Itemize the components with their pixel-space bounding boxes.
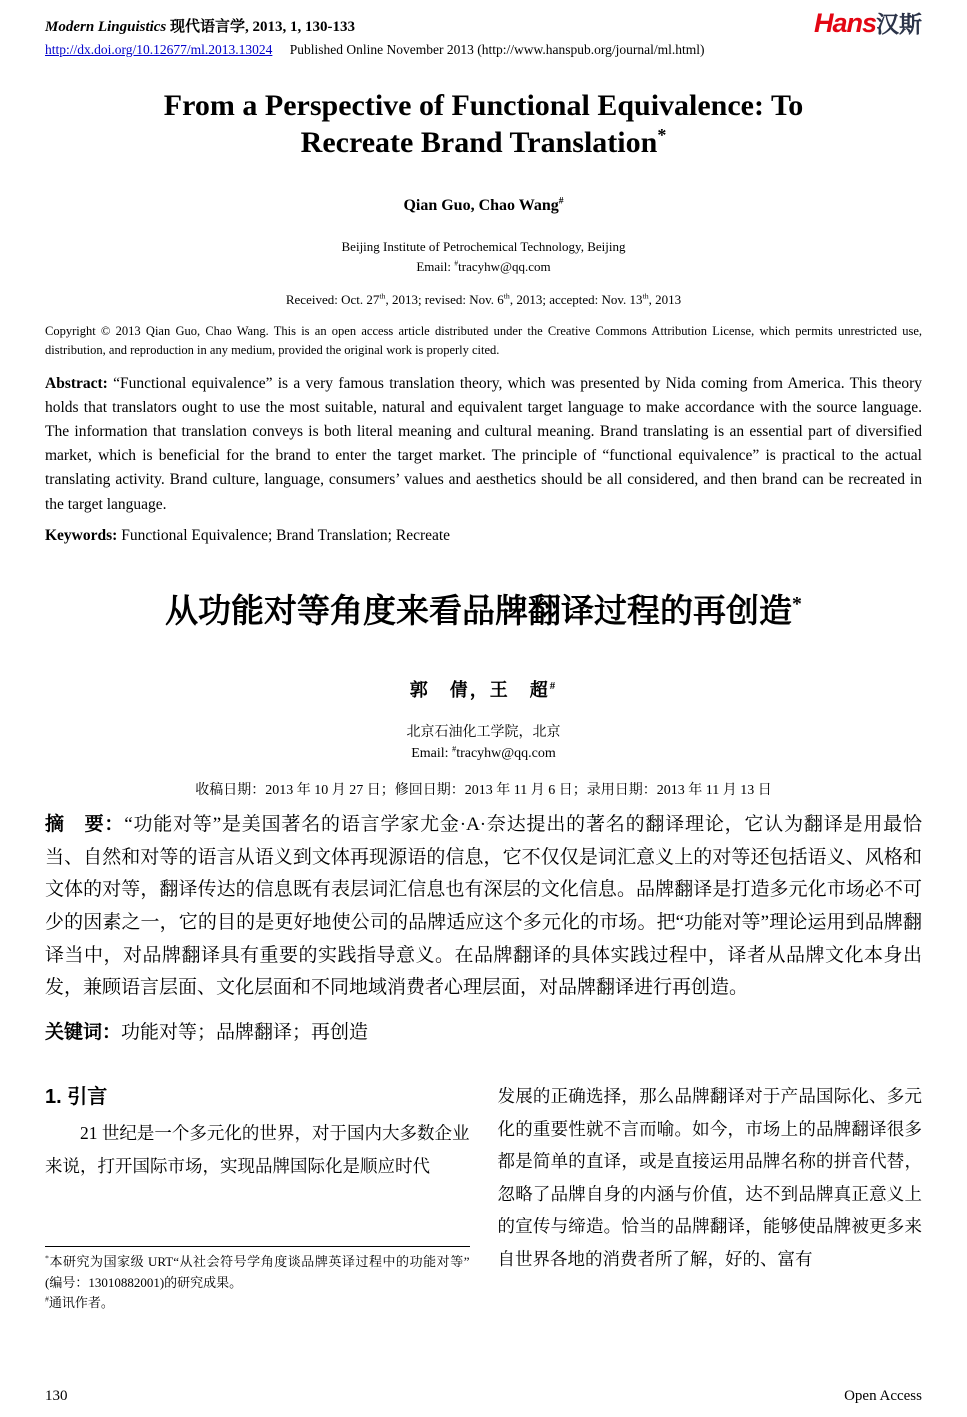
body-paragraph-right: 发展的正确选择，那么品牌翻译对于产品国际化、多元化的重要性就不言而喻。如今，市场上的品牌翻译很多都是简单的直译，或是直接运用品牌名称的拼音代替，忽略了品牌自身的内涵与价值，达不到品牌真正意义上的宣传与缔造。恰当的品牌翻译，能够使品牌被更多来自世界各地的消费者所了解，好的、富有 [497, 1086, 922, 1269]
ordinal-sup: th [503, 291, 510, 301]
authors-cn [45, 676, 922, 702]
keywords-text-cn: 功能对等；品牌翻译；再创造 [121, 1022, 369, 1044]
article-title-line2: Recreate Brand Translation [300, 125, 658, 159]
hans-logo-cjk: 汉斯 [876, 11, 922, 37]
abstract-text-cn: “功能对等”是美国著名的语言学家尤金·A·奈达提出的著名的翻译理论，它认为翻译是用最恰当、自然和对等的语言从语义到文体再现源语的信息，它不仅仅是词汇意义上的对等还包括语义、风格和文体的对等，翻译传达的信息既有表层词汇信息也有深层的文化信息。品牌翻译是打造多元化市场必不可少的因素之一，它的目的是更好地使公司的品牌适应这个多元化的市场。把“功能对等”理论运用到品牌翻译当中，对品牌翻译具有重要的实践指导意义。在品牌翻译的具体实践过程中，译者从品牌文化本身出发，兼顾语言层面、文化层面和不同地域消费者心理层面，对品牌翻译进行再创造。 [45, 814, 922, 999]
two-column-body [45, 1080, 922, 1314]
footnote-hash-mark: # [45, 1295, 49, 1304]
corresponding-author-mark-cn: # [549, 679, 558, 692]
abstract-label-en: Abstract: [45, 374, 108, 392]
article-title-cn-text: 从功能对等角度来看品牌翻译过程的再创造 [165, 593, 793, 630]
received-part: , 2013; revised: Nov. 6 [385, 292, 504, 308]
corresponding-author-mark-en: # [558, 195, 564, 207]
authors-cn-names: 郭 倩，王 超 [409, 679, 550, 700]
keywords-label-cn: 关键词： [45, 1022, 122, 1044]
affiliation-cn: 北京石油化工学院，北京 [406, 724, 561, 740]
received-dates-en [45, 292, 922, 308]
footnote-divider [45, 1246, 470, 1247]
footnote-corresponding-author [45, 1293, 470, 1314]
email-line-en [45, 257, 922, 277]
journal-title: Modern Linguistics [45, 19, 167, 35]
footnote-funding-text: 本研究为国家级 URT“从社会符号学角度谈品牌英译过程中的功能对等” (编号：13010882001)的研究成果。 [45, 1253, 470, 1290]
article-title-cn [45, 585, 922, 632]
keywords-cn [45, 1017, 922, 1044]
abstract-text-en: “Functional equivalence” is a very famous translation theory, which was presented by Nida coming from America. This theory holds that translators ought to use the most suitable, natural and equivalent target language to make accordance with the source language. The information that translation conveys is both literal meaning and cultural meaning. Brand translating is an essential part of diversified market, which is beneficial for the brand to enter the target market. The principle of “functional equivalence” is practical to the actual translating activity. Brand culture, language, consumers’ values and aesthetics should be all considered, and then brand can be recreated in the target language. [45, 374, 923, 513]
email-line-cn [45, 743, 922, 765]
journal-line [45, 10, 355, 36]
affiliation-en: Beijing Institute of Petrochemical Technology, Beijing [341, 239, 626, 255]
article-title-en [45, 88, 922, 161]
doi-link[interactable]: http://dx.doi.org/10.12677/ml.2013.13024 [45, 42, 273, 57]
keywords-en [45, 527, 922, 545]
email-label-en: Email: [416, 258, 455, 274]
page-number: 130 [45, 1388, 68, 1404]
copyright-notice: Copyright © 2013 Qian Guo, Chao Wang. This is an open access article distributed under the Creative Commons Attribution License, which permits unrestricted use, distribution, and reproduction in any medium, provided the original work is properly cited. [45, 324, 922, 357]
abstract-en [45, 372, 922, 517]
published-online-info: Published Online November 2013 (http://www.hanspub.org/journal/ml.html) [289, 42, 705, 57]
authors-en [45, 197, 922, 215]
abstract-cn [45, 809, 922, 1005]
footnote-block [45, 1246, 470, 1314]
title-footnote-asterisk: * [657, 124, 667, 145]
right-column [498, 1080, 923, 1314]
keywords-text-en: Functional Equivalence; Brand Translation; Recreate [121, 526, 451, 544]
footnote-corresponding-text: 通讯作者。 [48, 1295, 114, 1311]
keywords-label-en: Keywords: [45, 526, 118, 544]
ordinal-sup: th [642, 291, 649, 301]
received-part: , 2013; accepted: Nov. 13 [509, 292, 643, 308]
journal-issue-info: 现代语言学, 2013, 1, 130-133 [170, 19, 356, 35]
hans-publisher-logo [814, 10, 922, 37]
body-paragraph-left: 21 世纪是一个多元化的世界，对于国内大多数企业来说，打开国际市场，实现品牌国际化是顺应时代 [45, 1123, 470, 1176]
email-note-mark-cn: # [452, 744, 457, 754]
hans-logo-latin: Hans [813, 8, 876, 38]
left-column [45, 1080, 470, 1314]
footnote-funding [45, 1252, 470, 1294]
received-part: Received: Oct. 27 [285, 292, 380, 308]
email-value-en: tracyhw@qq.com [458, 258, 551, 274]
email-value-cn: tracyhw@qq.com [456, 746, 556, 762]
ordinal-sup: th [379, 291, 386, 301]
journal-header [45, 10, 922, 58]
authors-en-names: Qian Guo, Chao Wang [403, 197, 559, 215]
article-title-line1: From a Perspective of Functional Equivalence: To [163, 89, 804, 122]
affiliation-block-en [45, 237, 922, 276]
received-part: , 2013 [648, 292, 682, 308]
footnote-asterisk-mark: * [45, 1253, 49, 1263]
received-dates-cn: 收稿日期：2013 年 10 月 27 日；修回日期：2013 年 11 月 6 日；录用日期：2013 年 11 月 13 日 [195, 783, 772, 799]
title-footnote-asterisk-cn: * [792, 592, 802, 615]
open-access-label: Open Access [844, 1388, 922, 1404]
email-note-mark-en: # [454, 258, 459, 268]
affiliation-block-cn [45, 722, 922, 765]
section-1-heading: 1. 引言 [45, 1086, 108, 1109]
abstract-label-cn: 摘 要： [45, 814, 125, 836]
doi-line [45, 42, 922, 58]
page-footer [45, 1388, 922, 1405]
email-label-cn: Email: [411, 746, 453, 762]
